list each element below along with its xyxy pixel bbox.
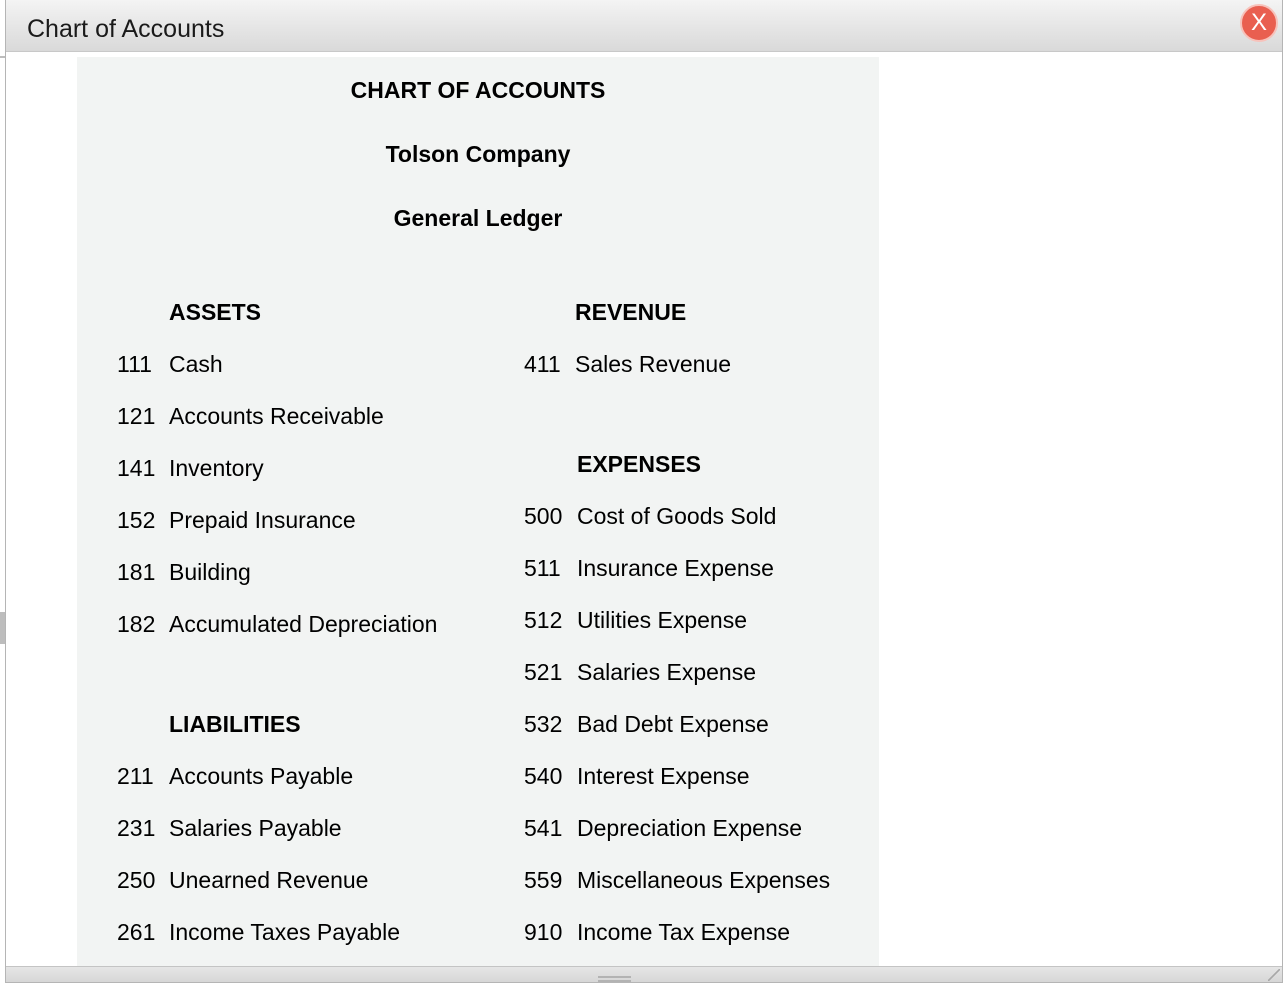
account-name: Miscellaneous Expenses <box>577 867 831 893</box>
account-row <box>524 607 748 634</box>
account-name: Cash <box>169 351 223 377</box>
drag-grip-icon[interactable] <box>598 976 631 982</box>
account-number: 511 <box>524 555 561 581</box>
company-name: Tolson Company <box>385 141 571 167</box>
account-number: 111 <box>117 351 152 377</box>
account-name: Accumulated Depreciation <box>169 611 438 637</box>
account-row <box>117 763 354 790</box>
account-number: 512 <box>524 607 563 633</box>
chart-of-accounts-window <box>5 0 1283 983</box>
account-number: 411 <box>524 351 561 377</box>
account-name: Bad Debt Expense <box>577 711 769 737</box>
close-button[interactable] <box>1240 4 1278 42</box>
account-name: Prepaid Insurance <box>169 507 356 533</box>
account-row <box>117 559 251 586</box>
account-number: 261 <box>117 919 156 945</box>
account-row <box>117 351 223 378</box>
account-number: 500 <box>524 503 563 529</box>
account-name: Unearned Revenue <box>169 867 369 893</box>
account-row <box>117 611 438 638</box>
account-number: 540 <box>524 763 563 789</box>
account-number: 152 <box>117 507 156 533</box>
account-name: Accounts Payable <box>169 763 354 789</box>
account-name: Sales Revenue <box>575 351 731 377</box>
account-row <box>117 867 369 894</box>
account-row <box>524 659 756 686</box>
account-row <box>524 503 777 530</box>
account-name: Interest Expense <box>577 763 750 789</box>
account-name: Inventory <box>169 455 264 481</box>
account-number: 231 <box>117 815 156 841</box>
account-number: 250 <box>117 867 156 893</box>
close-x-icon: X <box>1250 9 1267 36</box>
account-number: 141 <box>117 455 156 481</box>
account-name: Utilities Expense <box>577 607 748 633</box>
account-name: Insurance Expense <box>577 555 774 581</box>
assets-heading: ASSETS <box>169 299 262 325</box>
account-row <box>117 815 342 842</box>
account-number: 521 <box>524 659 563 685</box>
liabilities-heading: LIABILITIES <box>169 711 301 737</box>
account-row <box>524 763 750 790</box>
account-name: Salaries Payable <box>169 815 342 841</box>
expenses-heading: EXPENSES <box>577 451 701 477</box>
account-row <box>524 919 791 946</box>
account-number: 181 <box>117 559 156 585</box>
ledger-name: General Ledger <box>393 205 563 231</box>
revenue-heading: REVENUE <box>575 299 687 325</box>
account-number: 182 <box>117 611 156 637</box>
resize-handle-icon[interactable] <box>1268 969 1280 981</box>
account-number: 121 <box>117 403 156 429</box>
chart-of-accounts-panel <box>77 57 879 967</box>
account-name: Building <box>169 559 251 585</box>
account-row <box>117 403 384 430</box>
account-row <box>117 919 400 946</box>
account-number: 910 <box>524 919 563 945</box>
account-name: Salaries Expense <box>577 659 756 685</box>
window-bottom-bar <box>6 966 1282 983</box>
account-row <box>524 815 803 842</box>
account-row <box>524 711 769 738</box>
account-name: Income Tax Expense <box>577 919 791 945</box>
account-row <box>524 555 774 582</box>
account-number: 541 <box>524 815 563 841</box>
account-number: 532 <box>524 711 563 737</box>
account-row <box>117 507 356 534</box>
account-name: Cost of Goods Sold <box>577 503 777 529</box>
window-titlebar <box>6 0 1282 52</box>
account-row <box>524 351 731 378</box>
account-number: 211 <box>117 763 154 789</box>
account-row <box>117 455 264 482</box>
account-name: Depreciation Expense <box>577 815 803 841</box>
window-title: Chart of Accounts <box>27 15 225 43</box>
account-row <box>524 867 831 894</box>
document-title: CHART OF ACCOUNTS <box>350 77 606 103</box>
account-name: Accounts Receivable <box>169 403 384 429</box>
account-number: 559 <box>524 867 563 893</box>
account-name: Income Taxes Payable <box>169 919 400 945</box>
